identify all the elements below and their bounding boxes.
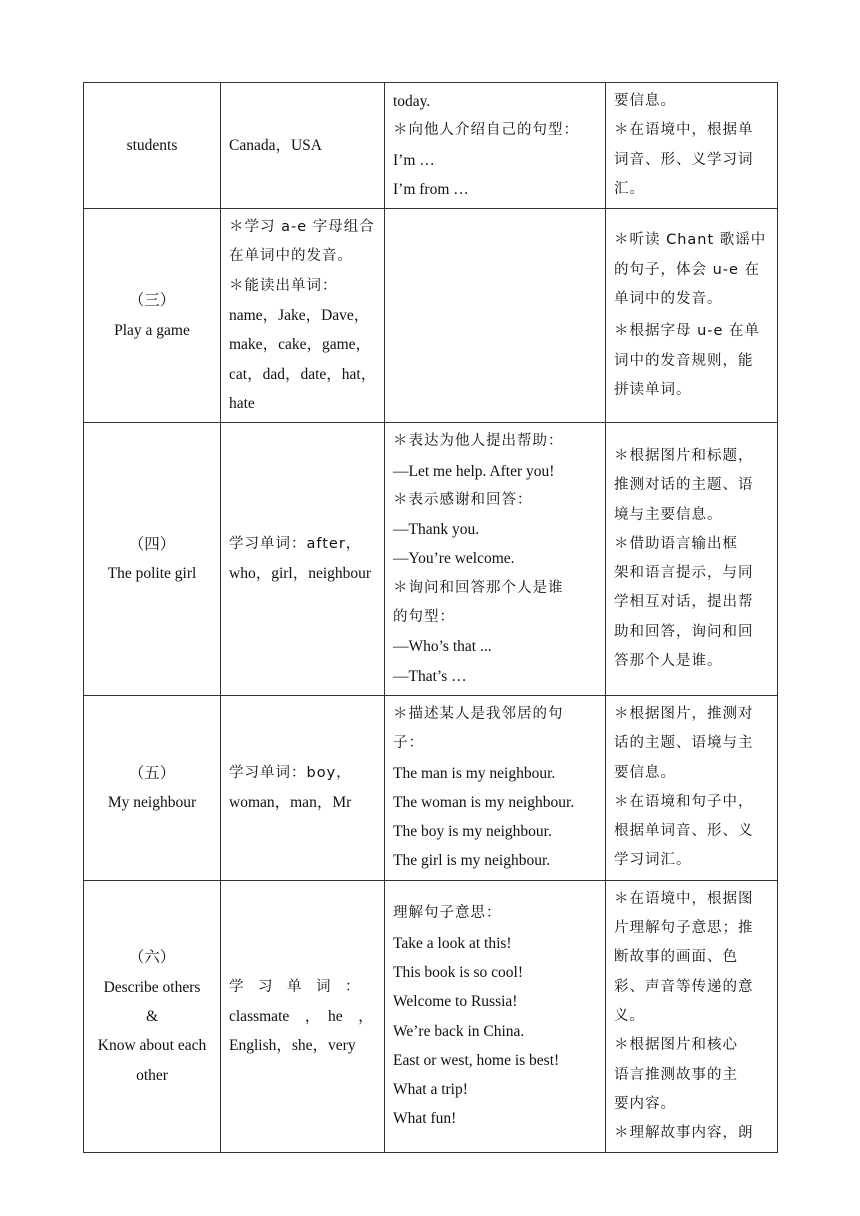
objective-line: 助和回答，询问和回 xyxy=(614,623,754,640)
vocabulary-line: who，girl，neighbour xyxy=(229,565,372,583)
sentence-line: ＊表达为他人提出帮助： xyxy=(393,433,564,450)
vocabulary-cell xyxy=(221,209,385,423)
objective-line: 答那个人是谁。 xyxy=(614,652,723,669)
sentence-line: What a trip! xyxy=(393,1081,468,1099)
objective-line: 语言推测故事的主 xyxy=(614,1066,738,1083)
unit-title: My neighbour xyxy=(107,793,197,811)
unit-number: （六） xyxy=(128,949,176,967)
unit-cell xyxy=(84,695,221,880)
objective-line: 单词中的发音。 xyxy=(614,290,723,307)
objective-line: 要内容。 xyxy=(614,1095,676,1112)
sentence-cell xyxy=(385,83,606,209)
sentence-line: —Thank you. xyxy=(393,521,480,539)
vocabulary-line: make，cake，game， xyxy=(229,336,372,354)
objective-line: 的句子，体会 u-e 在 xyxy=(614,261,761,278)
vocabulary-line: 学习单词：after， xyxy=(229,535,362,552)
sentence-line: ＊询问和回答那个人是谁 xyxy=(393,579,564,596)
unit-cell xyxy=(84,880,221,1153)
sentence-line: today. xyxy=(393,93,431,110)
vocabulary-line: 在单词中的发音。 xyxy=(229,248,353,265)
sentence-line: —Who’s that ... xyxy=(393,638,492,656)
vocabulary-cell xyxy=(221,423,385,696)
objective-line: 拼读单词。 xyxy=(614,381,692,398)
sentence-line: 的句型： xyxy=(393,609,455,626)
vocabulary-line: cat，dad，date，hat， xyxy=(229,365,377,383)
sentence-line: The girl is my neighbour. xyxy=(393,852,551,870)
curriculum-table xyxy=(83,82,778,1153)
unit-number: （四） xyxy=(128,535,176,553)
sentence-line: Welcome to Russia! xyxy=(393,993,518,1011)
objective-line: ＊听读 Chant 歌谣中 xyxy=(614,232,767,249)
vocabulary-line: ＊学习 a-e 字母组合 xyxy=(229,219,375,236)
objective-line: ＊根据图片和核心 xyxy=(614,1037,738,1054)
vocabulary-line: 学 习 单 词 ： xyxy=(229,978,360,995)
sentence-cell xyxy=(385,695,606,880)
table-row xyxy=(84,83,778,209)
sentence-cell xyxy=(385,209,606,423)
unit-title: Describe others xyxy=(103,978,201,996)
objective-line: 根据单词音、形、义 xyxy=(614,823,754,840)
objective-cell xyxy=(606,423,778,696)
objective-line: 话的主题、语境与主 xyxy=(614,735,754,752)
objective-line: 境与主要信息。 xyxy=(614,506,723,523)
objective-cell xyxy=(606,695,778,880)
unit-cell xyxy=(84,83,221,209)
vocabulary-cell xyxy=(221,695,385,880)
unit-title: other xyxy=(136,1066,168,1084)
vocabulary-line: classmate ， he ， xyxy=(229,1007,374,1025)
table-row xyxy=(84,209,778,423)
objective-line: ＊借助语言输出框 xyxy=(614,535,738,552)
unit-cell xyxy=(84,423,221,696)
sentence-cell xyxy=(385,880,606,1153)
sentence-line: The man is my neighbour. xyxy=(393,764,556,782)
sentence-line: 理解句子意思： xyxy=(393,905,502,922)
objective-cell xyxy=(606,209,778,423)
objective-line: ＊根据字母 u-e 在单 xyxy=(614,323,761,340)
objective-line: 要信息。 xyxy=(614,93,676,109)
objective-cell xyxy=(606,880,778,1153)
objective-line: 义。 xyxy=(614,1007,645,1024)
objective-line: ＊在语境中，根据单 xyxy=(614,122,754,139)
objective-line: 片理解句子意思；推 xyxy=(614,920,754,937)
vocabulary-line: woman，man，Mr xyxy=(229,793,352,811)
objective-line: ＊根据图片，推测对 xyxy=(614,705,754,722)
vocabulary-line: 学习单词：boy， xyxy=(229,764,352,781)
table-row xyxy=(84,880,778,1153)
sentence-line: What fun! xyxy=(393,1110,457,1128)
unit-text: students xyxy=(126,136,178,154)
sentence-line: I’m … xyxy=(393,151,435,169)
vocabulary-line: Canada，USA xyxy=(229,136,322,154)
sentence-line: ＊表示感谢和回答： xyxy=(393,491,533,508)
sentence-line: —You’re welcome. xyxy=(393,550,515,568)
objective-line: 词中的发音规则，能 xyxy=(614,352,754,369)
sentence-line: Take a look at this! xyxy=(393,934,512,952)
unit-number: （五） xyxy=(128,764,176,782)
objective-line: 学相互对话，提出帮 xyxy=(614,594,754,611)
unit-cell xyxy=(84,209,221,423)
objective-line: ＊根据图片和标题， xyxy=(614,447,754,464)
sentence-line: —Let me help. After you! xyxy=(393,462,555,480)
objective-line: ＊理解故事内容，朗 xyxy=(614,1125,754,1142)
sentence-line: The woman is my neighbour. xyxy=(393,793,575,811)
sentence-line: ＊描述某人是我邻居的句 xyxy=(393,705,564,722)
objective-line: 断故事的画面、色 xyxy=(614,949,738,966)
table-row xyxy=(84,423,778,696)
vocabulary-line: hate xyxy=(229,394,255,412)
sentence-line: 子： xyxy=(393,735,424,752)
objective-line: 推测对话的主题、语 xyxy=(614,477,754,494)
objective-cell xyxy=(606,83,778,209)
sentence-line: This book is so cool! xyxy=(393,963,524,981)
objective-line: ＊在语境和句子中， xyxy=(614,793,754,810)
unit-title: & xyxy=(145,1007,159,1025)
vocabulary-cell xyxy=(221,83,385,209)
objective-line: 架和语言提示，与同 xyxy=(614,565,754,582)
vocabulary-line: ＊能读出单词： xyxy=(229,277,338,294)
vocabulary-line: name，Jake，Dave， xyxy=(229,307,370,325)
objective-line: 学习词汇。 xyxy=(614,852,692,869)
sentence-line: The boy is my neighbour. xyxy=(393,823,552,841)
sentence-line: I’m from … xyxy=(393,180,469,198)
sentence-line: —That’s … xyxy=(393,667,467,685)
sentence-line: ＊向他人介绍自己的句型： xyxy=(393,122,579,139)
unit-title: Play a game xyxy=(114,321,190,339)
vocabulary-line: English，she，very xyxy=(229,1037,356,1055)
unit-title: Know about each xyxy=(97,1037,207,1055)
table-row xyxy=(84,695,778,880)
sentence-cell xyxy=(385,423,606,696)
sentence-line: We’re back in China. xyxy=(393,1022,525,1040)
unit-number: （三） xyxy=(128,292,176,310)
objective-line: ＊在语境中，根据图 xyxy=(614,890,754,907)
sentence-line: East or west, home is best! xyxy=(393,1051,560,1069)
unit-title: The polite girl xyxy=(107,565,197,583)
objective-line: 汇。 xyxy=(614,180,645,197)
vocabulary-cell xyxy=(221,880,385,1153)
objective-line: 彩、声音等传递的意 xyxy=(614,978,754,995)
objective-line: 词音、形、义学习词 xyxy=(614,151,754,168)
objective-line: 要信息。 xyxy=(614,764,676,781)
